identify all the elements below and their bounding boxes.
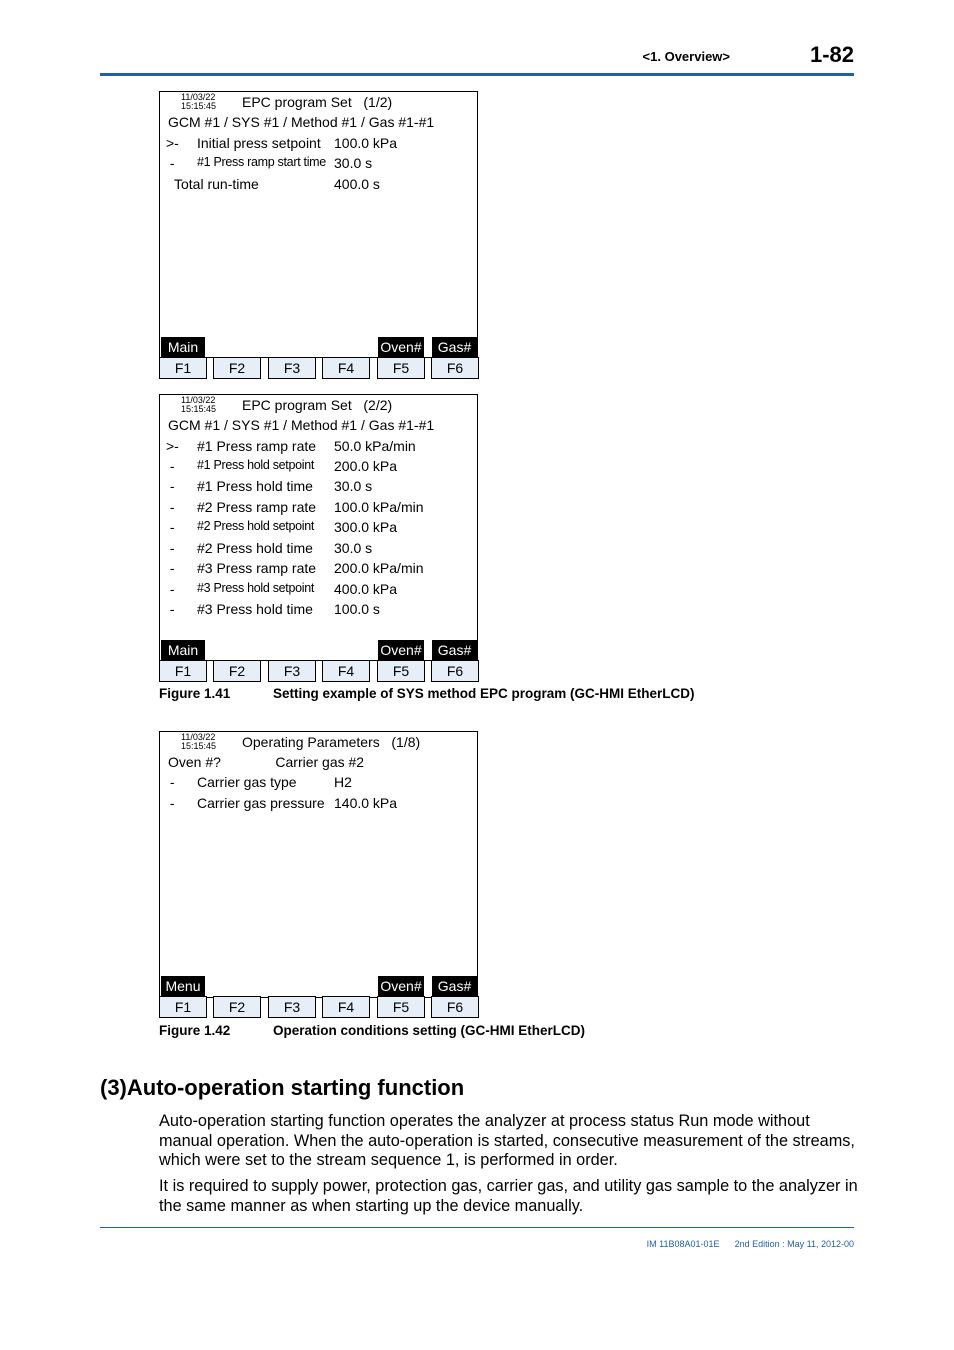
f2-key[interactable]: F2 bbox=[213, 660, 261, 682]
figure-title: Setting example of SYS method EPC program (GC-HMI EtherLCD) bbox=[273, 686, 695, 701]
param-label: #1 Press ramp rate bbox=[197, 438, 317, 454]
param-label: #2 Press ramp rate bbox=[197, 499, 317, 515]
screen-title: Operating Parameters (1/8) bbox=[242, 734, 421, 750]
function-key-row bbox=[159, 660, 478, 682]
doc-id: IM 11B08A01-01E bbox=[646, 1239, 720, 1249]
param-row[interactable] bbox=[160, 601, 477, 619]
f6-key[interactable]: F6 bbox=[431, 660, 479, 682]
param-row[interactable] bbox=[160, 499, 477, 517]
f5-key[interactable]: F5 bbox=[377, 996, 425, 1018]
param-label: Total run-time bbox=[174, 176, 259, 192]
param-value: 400.0 s bbox=[334, 176, 380, 192]
row-marker: - bbox=[166, 581, 175, 597]
param-row[interactable] bbox=[160, 478, 477, 496]
param-value: 140.0 kPa bbox=[334, 795, 398, 811]
footer bbox=[647, 1239, 854, 1249]
param-label: #3 Press hold time bbox=[197, 601, 313, 617]
row-marker: - bbox=[166, 155, 175, 171]
screen-subtitle: GCM #1 / SYS #1 / Method #1 / Gas #1-#1 bbox=[168, 114, 435, 130]
param-value: H2 bbox=[334, 774, 352, 790]
param-value: 200.0 kPa/min bbox=[334, 560, 424, 576]
param-label: Carrier gas pressure bbox=[197, 795, 325, 811]
param-label: Initial press setpoint bbox=[197, 135, 321, 151]
f5-key[interactable]: F5 bbox=[377, 357, 425, 379]
param-value: 30.0 s bbox=[334, 540, 373, 556]
param-row[interactable] bbox=[160, 774, 477, 792]
screen-date: 11/03/22 bbox=[181, 92, 216, 102]
figure-caption bbox=[159, 686, 695, 701]
param-value: 100.0 kPa/min bbox=[334, 499, 424, 515]
f1-key[interactable]: F1 bbox=[159, 660, 207, 682]
main-softkey[interactable]: Main bbox=[161, 640, 205, 660]
lcd-screen-epc-1 bbox=[159, 91, 478, 358]
row-marker: >- bbox=[166, 135, 179, 151]
row-marker: - bbox=[166, 519, 175, 535]
footer-rule bbox=[100, 1227, 854, 1228]
f1-key[interactable]: F1 bbox=[159, 996, 207, 1018]
param-label: #2 Press hold time bbox=[197, 540, 313, 556]
screen-time: 15:15:45 bbox=[181, 101, 217, 111]
oven-softkey[interactable]: Oven# bbox=[378, 337, 424, 357]
f6-key[interactable]: F6 bbox=[431, 996, 479, 1018]
function-key-row bbox=[159, 996, 478, 1018]
row-marker: - bbox=[166, 560, 175, 576]
screen-subtitle: GCM #1 / SYS #1 / Method #1 / Gas #1-#1 bbox=[168, 417, 435, 433]
screen-time: 15:15:45 bbox=[181, 741, 217, 751]
param-label: #1 Press ramp start time bbox=[197, 155, 326, 169]
section-label: <1. Overview> bbox=[642, 49, 730, 64]
f1-key[interactable]: F1 bbox=[159, 357, 207, 379]
screen-title: EPC program Set (1/2) bbox=[242, 94, 393, 110]
param-value: 100.0 kPa bbox=[334, 135, 398, 151]
main-softkey[interactable]: Main bbox=[161, 337, 205, 357]
f4-key[interactable]: F4 bbox=[322, 660, 370, 682]
param-row[interactable] bbox=[160, 458, 477, 476]
param-value: 30.0 s bbox=[334, 478, 373, 494]
row-marker: - bbox=[166, 601, 175, 617]
param-label: #3 Press hold setpoint bbox=[197, 581, 315, 595]
param-value: 200.0 kPa bbox=[334, 458, 398, 474]
param-row[interactable] bbox=[160, 560, 477, 578]
function-key-row bbox=[159, 357, 478, 379]
edition: 2nd Edition : May 11, 2012-00 bbox=[734, 1239, 854, 1249]
param-row[interactable] bbox=[160, 155, 477, 173]
f5-key[interactable]: F5 bbox=[377, 660, 425, 682]
param-row[interactable] bbox=[160, 540, 477, 558]
param-value: 300.0 kPa bbox=[334, 519, 398, 535]
param-value: 400.0 kPa bbox=[334, 581, 398, 597]
f2-key[interactable]: F2 bbox=[213, 996, 261, 1018]
lcd-screen-epc-2 bbox=[159, 394, 478, 661]
figure-number: Figure 1.42 bbox=[159, 1023, 231, 1038]
param-row[interactable] bbox=[160, 438, 477, 456]
param-row[interactable] bbox=[160, 581, 477, 599]
figure-caption bbox=[159, 1023, 585, 1038]
f2-key[interactable]: F2 bbox=[213, 357, 261, 379]
gas-softkey[interactable]: Gas# bbox=[432, 976, 477, 996]
screen-date: 11/03/22 bbox=[181, 395, 216, 405]
oven-softkey[interactable]: Oven# bbox=[378, 640, 424, 660]
row-marker: - bbox=[166, 540, 175, 556]
param-row[interactable] bbox=[160, 135, 477, 153]
row-marker: - bbox=[166, 774, 175, 790]
row-marker: >- bbox=[166, 438, 179, 454]
f4-key[interactable]: F4 bbox=[322, 357, 370, 379]
screen-date: 11/03/22 bbox=[181, 732, 216, 742]
row-marker: - bbox=[166, 478, 175, 494]
param-row[interactable] bbox=[160, 519, 477, 537]
param-row[interactable] bbox=[160, 176, 477, 194]
page-number: 1-82 bbox=[809, 42, 854, 67]
f3-key[interactable]: F3 bbox=[268, 660, 316, 682]
gas-softkey[interactable]: Gas# bbox=[432, 640, 477, 660]
screen-title: EPC program Set (2/2) bbox=[242, 397, 393, 413]
row-marker: - bbox=[166, 458, 175, 474]
f6-key[interactable]: F6 bbox=[431, 357, 479, 379]
param-value: 100.0 s bbox=[334, 601, 380, 617]
param-label: Carrier gas type bbox=[197, 774, 297, 790]
param-label: #3 Press ramp rate bbox=[197, 560, 317, 576]
body-paragraph: It is required to supply power, protection gas, carrier gas, and utility gas sample to the analyzer in the same manner as when starting up the device manually. bbox=[159, 1177, 858, 1215]
gas-softkey[interactable]: Gas# bbox=[432, 337, 477, 357]
body-paragraph: Auto-operation starting function operates the analyzer at process status Run mode without manual operation. When the auto-operation is started, consecutive measurement of the streams, which were set to the stream sequence 1, is performed in order. bbox=[159, 1112, 855, 1170]
screen-time: 15:15:45 bbox=[181, 404, 217, 414]
section-heading: (3)Auto-operation starting function bbox=[100, 1075, 465, 1100]
row-marker: - bbox=[166, 499, 175, 515]
header-rule bbox=[100, 73, 854, 76]
f4-key[interactable]: F4 bbox=[322, 996, 370, 1018]
f3-key[interactable]: F3 bbox=[268, 996, 316, 1018]
param-value: 30.0 s bbox=[334, 155, 373, 171]
param-label: #2 Press hold setpoint bbox=[197, 519, 315, 533]
param-row[interactable] bbox=[160, 795, 477, 813]
figure-number: Figure 1.41 bbox=[159, 686, 231, 701]
param-label: #1 Press hold setpoint bbox=[197, 458, 315, 472]
screen-subtitle: Oven #? Carrier gas #2 bbox=[168, 754, 365, 770]
oven-softkey[interactable]: Oven# bbox=[378, 976, 424, 996]
lcd-screen-operating-params bbox=[159, 731, 478, 998]
param-value: 50.0 kPa/min bbox=[334, 438, 416, 454]
menu-softkey[interactable]: Menu bbox=[161, 976, 205, 996]
param-label: #1 Press hold time bbox=[197, 478, 313, 494]
figure-title: Operation conditions setting (GC-HMI EtherLCD) bbox=[273, 1023, 585, 1038]
row-marker: - bbox=[166, 795, 175, 811]
f3-key[interactable]: F3 bbox=[268, 357, 316, 379]
